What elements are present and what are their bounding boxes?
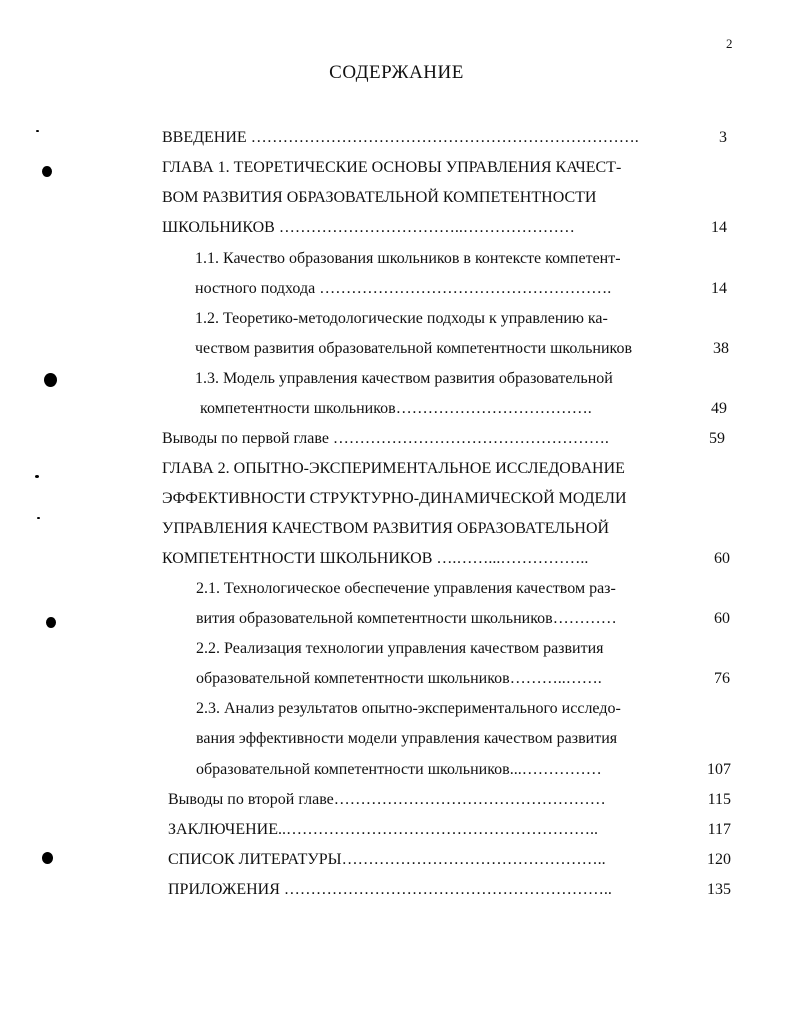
toc-page-conclusions-2: 115 (707, 791, 731, 808)
toc-line-section-2-2: 2.2. Реализация технологии управления качеством развития (196, 640, 604, 657)
scan-speck (42, 166, 52, 177)
page-title: СОДЕРЖАНИЕ (329, 62, 464, 83)
toc-line-conclusion: ЗАКЛЮЧЕНИЕ..………………………………………………….. (168, 821, 598, 838)
toc-line-conclusions-2: Выводы по второй главе…………………………………………… (168, 791, 606, 808)
toc-page-section-1-2: 38 (713, 340, 729, 357)
scan-speck (42, 852, 53, 864)
scan-speck (44, 373, 57, 387)
toc-page-section-1-1: 14 (711, 280, 727, 297)
toc-line-bibliography: СПИСОК ЛИТЕРАТУРЫ………………………………………….. (168, 851, 606, 868)
toc-page-section-1-3: 49 (711, 400, 727, 417)
toc-line-chapter1-end: ШКОЛЬНИКОВ ……………………………..………………… (162, 219, 575, 236)
toc-page-introduction: 3 (719, 129, 727, 146)
toc-line-introduction: ВВЕДЕНИЕ ………………………………………………………………. (162, 129, 639, 146)
toc-line-section-2-3: 2.3. Анализ результатов опытно-экспериментального исследо- (196, 700, 621, 717)
toc-line-section-2-2-end: образовательной компетентности школьников………..……. (196, 670, 602, 687)
toc-line-section-2-1-end: вития образовательной компетентности школьников………… (196, 610, 617, 627)
toc-line-chapter2-cont1: ЭФФЕКТИВНОСТИ СТРУКТУРНО-ДИНАМИЧЕСКОЙ МОДЕЛИ (162, 490, 627, 507)
toc-page-conclusion: 117 (707, 821, 731, 838)
scan-speck (36, 130, 39, 132)
toc-page-section-2-3: 107 (707, 761, 731, 778)
toc-page-appendices: 135 (707, 881, 731, 898)
toc-page-section-2-2: 76 (714, 670, 730, 687)
toc-page-bibliography: 120 (707, 851, 731, 868)
scan-speck (46, 617, 56, 628)
toc-line-appendices: ПРИЛОЖЕНИЯ …………………………………………………….. (168, 881, 612, 898)
toc-line-section-1-1: 1.1. Качество образования школьников в контексте компетент- (195, 250, 621, 267)
toc-line-section-2-1: 2.1. Технологическое обеспечение управления качеством раз- (196, 580, 616, 597)
toc-line-chapter2-end: КОМПЕТЕНТНОСТИ ШКОЛЬНИКОВ ….……...…………….. (162, 550, 589, 567)
toc-line-conclusions-1: Выводы по первой главе ……………………………………………. (162, 430, 609, 447)
scan-speck (37, 517, 40, 519)
toc-line-section-1-3: 1.3. Модель управления качеством развития образовательной (195, 370, 613, 387)
toc-page-section-2-1: 60 (714, 610, 730, 627)
toc-line-section-1-3-end: компетентности школьников………………………………. (200, 400, 592, 417)
toc-line-section-1-1-end: ностного подхода ………………………………………………. (195, 280, 612, 297)
toc-line-section-1-2-end: чеством развития образовательной компетентности школьников (195, 340, 633, 357)
scan-speck (35, 475, 39, 478)
toc-page-chapter2: 60 (714, 550, 730, 567)
toc-line-chapter2: ГЛАВА 2. ОПЫТНО-ЭКСПЕРИМЕНТАЛЬНОЕ ИССЛЕДОВАНИЕ (162, 460, 625, 477)
toc-line-section-2-3-end: образовательной компетентности школьников...…………… (196, 761, 602, 778)
toc-line-section-1-2: 1.2. Теоретико-методологические подходы к управлению ка- (195, 310, 608, 327)
toc-line-chapter1: ГЛАВА 1. ТЕОРЕТИЧЕСКИЕ ОСНОВЫ УПРАВЛЕНИЯ КАЧЕСТ- (162, 159, 622, 176)
page-number: 2 (726, 36, 733, 51)
toc-page-conclusions-1: 59 (709, 430, 725, 447)
toc-page-chapter1: 14 (711, 219, 727, 236)
toc-line-chapter2-cont2: УПРАВЛЕНИЯ КАЧЕСТВОМ РАЗВИТИЯ ОБРАЗОВАТЕЛЬНОЙ (162, 520, 610, 537)
toc-line-chapter1-cont: ВОМ РАЗВИТИЯ ОБРАЗОВАТЕЛЬНОЙ КОМПЕТЕНТНОСТИ (162, 189, 597, 206)
toc-line-section-2-3-cont: вания эффективности модели управления качеством развития (196, 730, 618, 747)
